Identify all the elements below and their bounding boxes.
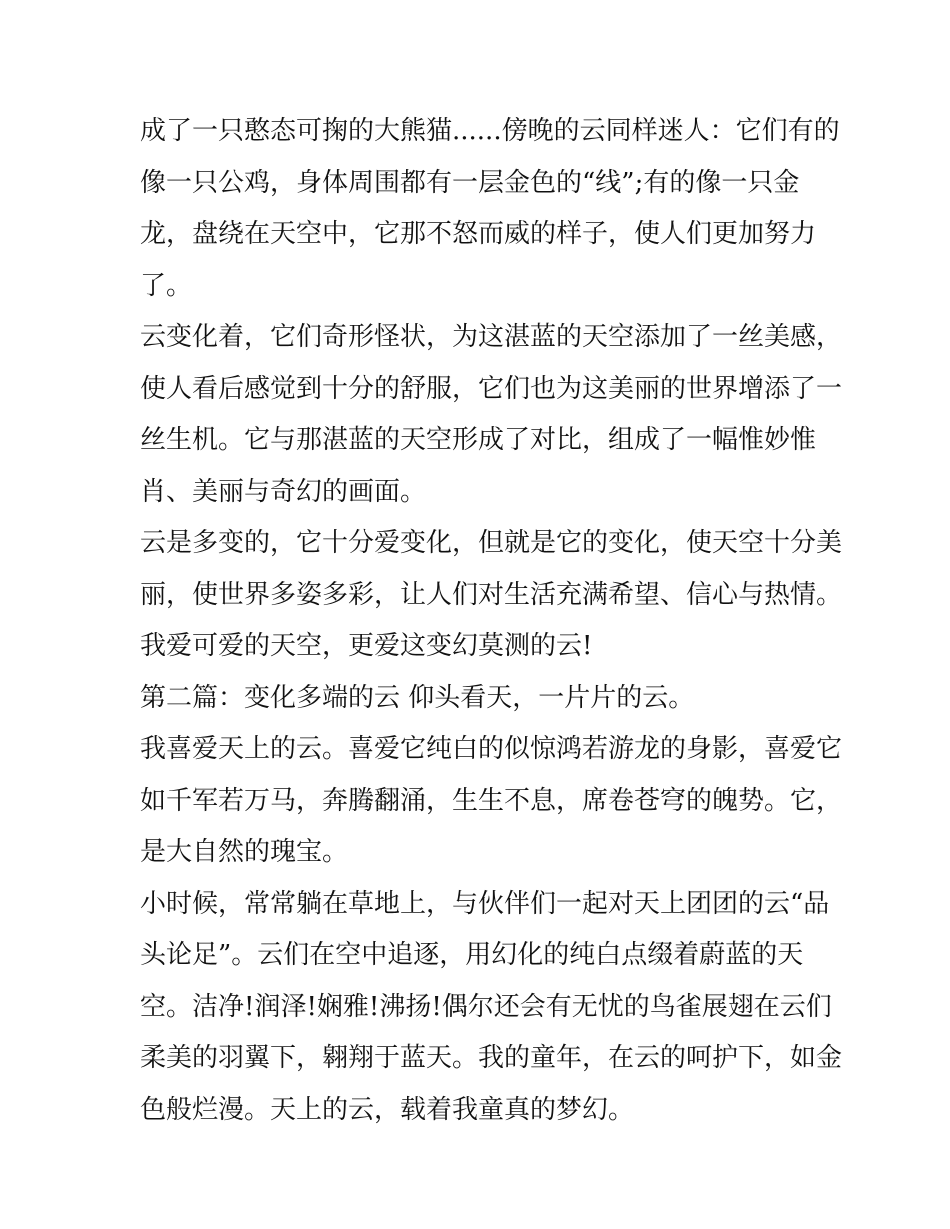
text-line: 龙，盘绕在天空中，它那不怒而威的样子，使人们更加努力 (140, 219, 817, 249)
text-line: 像一只公鸡，身体周围都有一层金色的“线”;有的像一只金 (140, 167, 800, 198)
text-line: 色般烂漫。天上的云，载着我童真的梦幻。 (140, 1094, 635, 1125)
text-line: 丽，使世界多姿多彩，让人们对生活充满希望、信心与热情。 (140, 579, 843, 610)
text-line: 是大自然的瑰宝。 (140, 837, 349, 867)
section-heading: 第二篇：变化多端的云 仰头看天，一片片的云。 (140, 682, 695, 713)
body-text (140, 106, 843, 1136)
text-line: 我喜爱天上的云。喜爱它纯白的似惊鸿若游龙的身影，喜爱它 (140, 734, 843, 764)
text-line: 我爱可爱的天空，更爱这变幻莫测的云! (140, 631, 593, 661)
text-line: 成了一只憨态可掬的大熊猫......傍晚的云同样迷人：它们有的 (140, 116, 840, 146)
text-line: 使人看后感觉到十分的舒服，它们也为这美丽的世界增添了一 (140, 373, 843, 404)
text-line: 柔美的羽翼下，翱翔于蓝天。我的童年，在云的呵护下，如金 (140, 1043, 843, 1073)
text-line: 丝生机。它与那湛蓝的天空形成了对比，组成了一幅惟妙惟 (140, 425, 817, 455)
text-line: 如千军若万马，奔腾翻涌，生生不息，席卷苍穹的魄势。它， (140, 785, 843, 816)
text-line: 头论足”。云们在空中追逐，用幻化的纯白点缀着蔚蓝的天 (140, 940, 804, 970)
text-line: 肖、美丽与奇幻的画面。 (140, 476, 427, 507)
text-line: 云变化着，它们奇形怪状，为这湛蓝的天空添加了一丝美感， (140, 322, 843, 352)
text-line: 云是多变的，它十分爱变化，但就是它的变化，使天空十分美 (140, 528, 843, 558)
text-line: 空。洁净!润泽!娴雅!沸扬!偶尔还会有无忧的鸟雀展翅在云们 (140, 991, 832, 1022)
text-line: 了。 (140, 270, 193, 301)
text-line: 小时候，常常躺在草地上，与伙伴们一起对天上团团的云“品 (140, 888, 830, 919)
